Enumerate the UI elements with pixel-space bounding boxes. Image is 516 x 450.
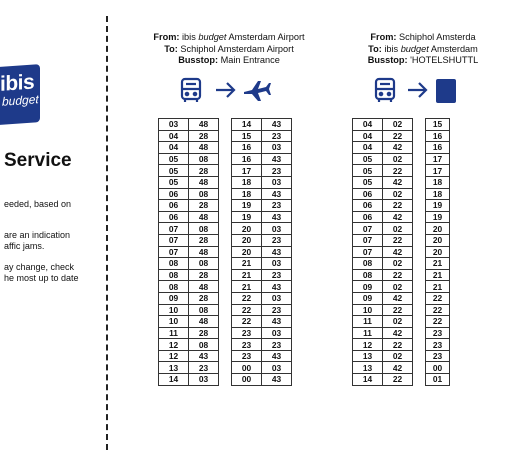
timetable-row xyxy=(426,374,450,386)
timetable-row xyxy=(353,142,413,154)
hour-cell: 00 xyxy=(426,362,450,374)
hour-cell: 04 xyxy=(353,130,383,142)
hour-cell: 16 xyxy=(426,130,450,142)
timetable-row xyxy=(426,350,450,362)
timetable-row xyxy=(159,246,219,258)
timetable-row xyxy=(353,339,413,351)
hour-cell: 23 xyxy=(232,339,262,351)
hour-cell: 22 xyxy=(426,316,450,328)
timetable-row xyxy=(159,374,219,386)
hour-cell: 18 xyxy=(232,188,262,200)
hour-cell: 05 xyxy=(353,165,383,177)
route-icons-1 xyxy=(180,76,272,106)
timetable-row xyxy=(159,200,219,212)
route-icons-2 xyxy=(374,76,454,106)
hour-cell: 08 xyxy=(159,269,189,281)
timetable-row xyxy=(232,223,292,235)
hour-cell: 07 xyxy=(159,223,189,235)
minute-cell: 03 xyxy=(189,374,219,386)
minute-cell: 43 xyxy=(189,350,219,362)
timetable-row xyxy=(426,258,450,270)
minute-cell: 22 xyxy=(383,130,413,142)
timetable-column xyxy=(352,118,413,386)
minute-cell: 48 xyxy=(189,246,219,258)
minute-cell: 08 xyxy=(189,223,219,235)
hour-cell: 14 xyxy=(353,374,383,386)
hour-cell: 14 xyxy=(232,119,262,131)
timetable-row xyxy=(353,165,413,177)
timetable-row xyxy=(426,281,450,293)
to-brand: ibis xyxy=(384,43,399,54)
minute-cell: 02 xyxy=(383,223,413,235)
timetable-row xyxy=(232,362,292,374)
route-header-1 xyxy=(136,32,322,67)
hour-cell: 10 xyxy=(159,316,189,328)
hour-cell: 00 xyxy=(232,362,262,374)
hour-cell: 21 xyxy=(426,281,450,293)
minute-cell: 42 xyxy=(383,327,413,339)
to-place: Amsterdam xyxy=(430,43,478,54)
hour-cell: 19 xyxy=(426,211,450,223)
minute-cell: 28 xyxy=(189,269,219,281)
minute-cell: 03 xyxy=(262,223,292,235)
logo-subtext: budget xyxy=(2,92,39,109)
hour-cell: 23 xyxy=(232,327,262,339)
info-text-line: are an indication xyxy=(4,230,71,240)
hour-cell: 21 xyxy=(232,258,262,270)
minute-cell: 43 xyxy=(262,374,292,386)
arrow-right-icon xyxy=(216,83,234,97)
timetable-row xyxy=(426,292,450,304)
minute-cell: 48 xyxy=(189,119,219,131)
bus-icon xyxy=(182,79,200,102)
timetable-row xyxy=(426,130,450,142)
hour-cell: 17 xyxy=(426,165,450,177)
minute-cell: 02 xyxy=(383,316,413,328)
minute-cell: 28 xyxy=(189,292,219,304)
minute-cell: 43 xyxy=(262,211,292,223)
hour-cell: 04 xyxy=(353,142,383,154)
hour-cell: 14 xyxy=(159,374,189,386)
timetable-row xyxy=(232,130,292,142)
hour-cell: 09 xyxy=(353,281,383,293)
minute-cell: 42 xyxy=(383,292,413,304)
timetable-row xyxy=(353,350,413,362)
timetable-row xyxy=(159,142,219,154)
timetable-row xyxy=(232,281,292,293)
minute-cell: 02 xyxy=(383,350,413,362)
airplane-icon xyxy=(244,81,271,101)
timetable-row xyxy=(159,292,219,304)
timetable-row xyxy=(232,119,292,131)
arrow-right-icon xyxy=(408,83,426,97)
minute-cell: 22 xyxy=(383,165,413,177)
hour-cell: 05 xyxy=(353,176,383,188)
timetable-row xyxy=(159,176,219,188)
busstop-label: Busstop: xyxy=(178,55,218,65)
hour-cell: 17 xyxy=(426,153,450,165)
hour-cell: 20 xyxy=(232,223,262,235)
minute-cell: 02 xyxy=(383,188,413,200)
timetable-row xyxy=(353,153,413,165)
from-brand-sub: budget xyxy=(198,32,227,42)
timetable-row xyxy=(426,153,450,165)
minute-cell: 48 xyxy=(189,281,219,293)
from-brand: ibis xyxy=(182,32,196,42)
timetable-row xyxy=(353,316,413,328)
timetable-row xyxy=(232,258,292,270)
timetable-row xyxy=(159,362,219,374)
timetable-row xyxy=(232,269,292,281)
timetable-row xyxy=(426,188,450,200)
ibis-budget-icon xyxy=(436,79,456,103)
hour-cell: 18 xyxy=(232,176,262,188)
hour-cell: 20 xyxy=(426,246,450,258)
hour-cell: 22 xyxy=(232,304,262,316)
timetable-row xyxy=(232,246,292,258)
timetable-column xyxy=(158,118,219,386)
timetable-row xyxy=(426,269,450,281)
minute-cell: 23 xyxy=(262,339,292,351)
timetable-row xyxy=(426,246,450,258)
hour-cell: 21 xyxy=(426,258,450,270)
hour-cell: 07 xyxy=(353,246,383,258)
timetable-row xyxy=(353,246,413,258)
hour-cell: 20 xyxy=(232,246,262,258)
minute-cell: 42 xyxy=(383,142,413,154)
hour-cell: 06 xyxy=(159,200,189,212)
hour-cell: 22 xyxy=(426,304,450,316)
timetable-row xyxy=(232,292,292,304)
hour-cell: 09 xyxy=(353,292,383,304)
timetable-column xyxy=(231,118,292,386)
timetable-row xyxy=(426,119,450,131)
timetable-row xyxy=(232,339,292,351)
minute-cell: 22 xyxy=(383,234,413,246)
minute-cell: 43 xyxy=(262,188,292,200)
hour-cell: 08 xyxy=(159,281,189,293)
hour-cell: 17 xyxy=(232,165,262,177)
timetable-row xyxy=(159,119,219,131)
timetable-row xyxy=(353,327,413,339)
minute-cell: 42 xyxy=(383,362,413,374)
hour-cell: 07 xyxy=(353,234,383,246)
timetable-row xyxy=(232,142,292,154)
minute-cell: 03 xyxy=(262,362,292,374)
fold-line xyxy=(106,16,108,450)
hour-cell: 11 xyxy=(353,327,383,339)
hour-cell: 21 xyxy=(426,269,450,281)
hour-cell: 05 xyxy=(159,176,189,188)
hour-cell: 07 xyxy=(353,223,383,235)
minute-cell: 43 xyxy=(262,281,292,293)
hour-cell: 20 xyxy=(426,223,450,235)
minute-cell: 03 xyxy=(262,292,292,304)
hour-cell: 10 xyxy=(159,304,189,316)
minute-cell: 43 xyxy=(262,316,292,328)
busstop-label: Busstop: xyxy=(367,55,408,65)
timetable-row xyxy=(159,350,219,362)
hour-cell: 23 xyxy=(426,339,450,351)
hour-cell: 08 xyxy=(353,269,383,281)
minute-cell: 23 xyxy=(262,234,292,246)
minute-cell: 03 xyxy=(262,327,292,339)
to-label: To: xyxy=(164,43,178,54)
minute-cell: 23 xyxy=(262,200,292,212)
to-brand-sub: budget xyxy=(400,43,429,54)
minute-cell: 28 xyxy=(189,234,219,246)
hour-cell: 23 xyxy=(426,327,450,339)
minute-cell: 08 xyxy=(189,258,219,270)
timetable-row xyxy=(232,176,292,188)
timetable-row xyxy=(232,350,292,362)
route-header-2 xyxy=(330,32,516,67)
minute-cell: 28 xyxy=(189,165,219,177)
hour-cell: 16 xyxy=(232,153,262,165)
minute-cell: 23 xyxy=(262,130,292,142)
hour-cell: 19 xyxy=(232,200,262,212)
hour-cell: 06 xyxy=(353,211,383,223)
minute-cell: 48 xyxy=(189,316,219,328)
info-text-line: eeded, based on xyxy=(4,199,72,209)
timetable-row xyxy=(159,304,219,316)
from-value: Schiphol Amsterda xyxy=(398,32,476,42)
timetable-row xyxy=(159,281,219,293)
hour-cell: 16 xyxy=(426,142,450,154)
hour-cell: 06 xyxy=(159,211,189,223)
hour-cell: 12 xyxy=(159,350,189,362)
timetable-row xyxy=(426,223,450,235)
hour-cell: 16 xyxy=(232,142,262,154)
bus-icon xyxy=(376,79,394,102)
minute-cell: 42 xyxy=(383,211,413,223)
timetable-row xyxy=(426,339,450,351)
minute-cell: 23 xyxy=(262,269,292,281)
timetable-row xyxy=(353,304,413,316)
hour-cell: 18 xyxy=(426,176,450,188)
info-text-line: ay change, check xyxy=(4,262,75,272)
minute-cell: 02 xyxy=(383,281,413,293)
minute-cell: 22 xyxy=(383,269,413,281)
timetable-row xyxy=(232,234,292,246)
info-text-line: he most up to date xyxy=(4,273,79,283)
hour-cell: 05 xyxy=(159,153,189,165)
minute-cell: 43 xyxy=(262,119,292,131)
timetable-row xyxy=(426,211,450,223)
hour-cell: 08 xyxy=(353,258,383,270)
minute-cell: 03 xyxy=(262,176,292,188)
minute-cell: 03 xyxy=(262,142,292,154)
timetable-row xyxy=(353,258,413,270)
hour-cell: 13 xyxy=(159,362,189,374)
hour-cell: 15 xyxy=(232,130,262,142)
timetable-row xyxy=(426,327,450,339)
minute-cell: 23 xyxy=(189,362,219,374)
timetable-row xyxy=(232,304,292,316)
hour-cell: 04 xyxy=(353,119,383,131)
hour-cell: 15 xyxy=(426,119,450,131)
minute-cell: 43 xyxy=(262,350,292,362)
hour-cell: 19 xyxy=(426,200,450,212)
timetable-row xyxy=(353,374,413,386)
minute-cell: 43 xyxy=(262,153,292,165)
minute-cell: 48 xyxy=(189,211,219,223)
minute-cell: 08 xyxy=(189,188,219,200)
timetable-row xyxy=(353,223,413,235)
minute-cell: 28 xyxy=(189,200,219,212)
hour-cell: 21 xyxy=(232,281,262,293)
timetable-row xyxy=(232,200,292,212)
timetable-row xyxy=(426,176,450,188)
hour-cell: 21 xyxy=(232,269,262,281)
timetable-row xyxy=(353,269,413,281)
hour-cell: 18 xyxy=(426,188,450,200)
minute-cell: 22 xyxy=(383,200,413,212)
timetable-row xyxy=(353,176,413,188)
minute-cell: 48 xyxy=(189,176,219,188)
timetable-row xyxy=(232,327,292,339)
info-text-line: affic jams. xyxy=(4,241,45,251)
from-label: From: xyxy=(153,32,180,42)
timetable-row xyxy=(232,316,292,328)
timetable-row xyxy=(353,362,413,374)
minute-cell: 22 xyxy=(383,339,413,351)
from-place: Amsterdam Airport xyxy=(228,32,305,42)
hour-cell: 11 xyxy=(159,327,189,339)
to-value: Schiphol Amsterdam Airport xyxy=(180,43,294,54)
busstop-value: 'HOTELSHUTTL xyxy=(410,55,479,65)
hour-cell: 06 xyxy=(159,188,189,200)
timetable-column xyxy=(425,118,450,386)
minute-cell: 28 xyxy=(189,327,219,339)
timetable-row xyxy=(232,374,292,386)
service-heading: Service xyxy=(4,150,72,171)
timetable-row xyxy=(232,153,292,165)
hour-cell: 12 xyxy=(159,339,189,351)
timetable-row xyxy=(159,234,219,246)
minute-cell: 42 xyxy=(383,246,413,258)
logo-text: ibis xyxy=(0,70,35,96)
timetable-row xyxy=(353,119,413,131)
minute-cell: 23 xyxy=(262,165,292,177)
minute-cell: 08 xyxy=(189,339,219,351)
timetable-row xyxy=(159,223,219,235)
minute-cell: 02 xyxy=(383,153,413,165)
busstop-value: Main Entrance xyxy=(220,55,280,65)
hour-cell: 19 xyxy=(232,211,262,223)
hour-cell: 08 xyxy=(159,258,189,270)
hour-cell: 23 xyxy=(232,350,262,362)
minute-cell: 48 xyxy=(189,142,219,154)
timetable-row xyxy=(159,188,219,200)
hour-cell: 07 xyxy=(159,234,189,246)
minute-cell: 22 xyxy=(383,374,413,386)
minute-cell: 28 xyxy=(189,130,219,142)
minute-cell: 02 xyxy=(383,119,413,131)
minute-cell: 22 xyxy=(383,304,413,316)
timetable-row xyxy=(159,153,219,165)
hour-cell: 07 xyxy=(159,246,189,258)
minute-cell: 42 xyxy=(383,176,413,188)
hour-cell: 06 xyxy=(353,188,383,200)
timetable-row xyxy=(159,316,219,328)
timetable-row xyxy=(353,234,413,246)
timetable-row xyxy=(426,142,450,154)
timetable-row xyxy=(159,211,219,223)
timetable-row xyxy=(232,211,292,223)
timetable-row xyxy=(426,200,450,212)
hour-cell: 20 xyxy=(426,234,450,246)
hour-cell: 04 xyxy=(159,142,189,154)
ibis-budget-logo xyxy=(0,64,40,126)
timetable-row xyxy=(353,281,413,293)
hour-cell: 22 xyxy=(232,292,262,304)
timetable-row xyxy=(159,258,219,270)
minute-cell: 08 xyxy=(189,304,219,316)
timetable-row xyxy=(159,165,219,177)
hour-cell: 05 xyxy=(353,153,383,165)
hour-cell: 00 xyxy=(232,374,262,386)
hour-cell: 22 xyxy=(232,316,262,328)
timetable-row xyxy=(159,327,219,339)
minute-cell: 02 xyxy=(383,258,413,270)
timetable-row xyxy=(159,339,219,351)
timetable-row xyxy=(353,292,413,304)
hour-cell: 09 xyxy=(159,292,189,304)
hour-cell: 03 xyxy=(159,119,189,131)
timetable-row xyxy=(426,362,450,374)
timetable-row xyxy=(232,188,292,200)
minute-cell: 23 xyxy=(262,304,292,316)
timetable-row xyxy=(353,200,413,212)
from-label: From: xyxy=(370,32,397,42)
hour-cell: 06 xyxy=(353,200,383,212)
timetable-row xyxy=(426,304,450,316)
minute-cell: 43 xyxy=(262,246,292,258)
timetable-row xyxy=(232,165,292,177)
hour-cell: 12 xyxy=(353,339,383,351)
hour-cell: 01 xyxy=(426,374,450,386)
timetable-row xyxy=(159,130,219,142)
hour-cell: 11 xyxy=(353,316,383,328)
hour-cell: 22 xyxy=(426,292,450,304)
hour-cell: 13 xyxy=(353,350,383,362)
timetable-row xyxy=(353,130,413,142)
timetable-row xyxy=(426,165,450,177)
minute-cell: 03 xyxy=(262,258,292,270)
hour-cell: 05 xyxy=(159,165,189,177)
timetable-row xyxy=(353,188,413,200)
hour-cell: 23 xyxy=(426,350,450,362)
hour-cell: 10 xyxy=(353,304,383,316)
minute-cell: 08 xyxy=(189,153,219,165)
timetable-row xyxy=(159,269,219,281)
hour-cell: 04 xyxy=(159,130,189,142)
hour-cell: 20 xyxy=(232,234,262,246)
hour-cell: 13 xyxy=(353,362,383,374)
timetable-row xyxy=(353,211,413,223)
to-label: To: xyxy=(368,43,382,54)
timetable-row xyxy=(426,234,450,246)
timetable-row xyxy=(426,316,450,328)
